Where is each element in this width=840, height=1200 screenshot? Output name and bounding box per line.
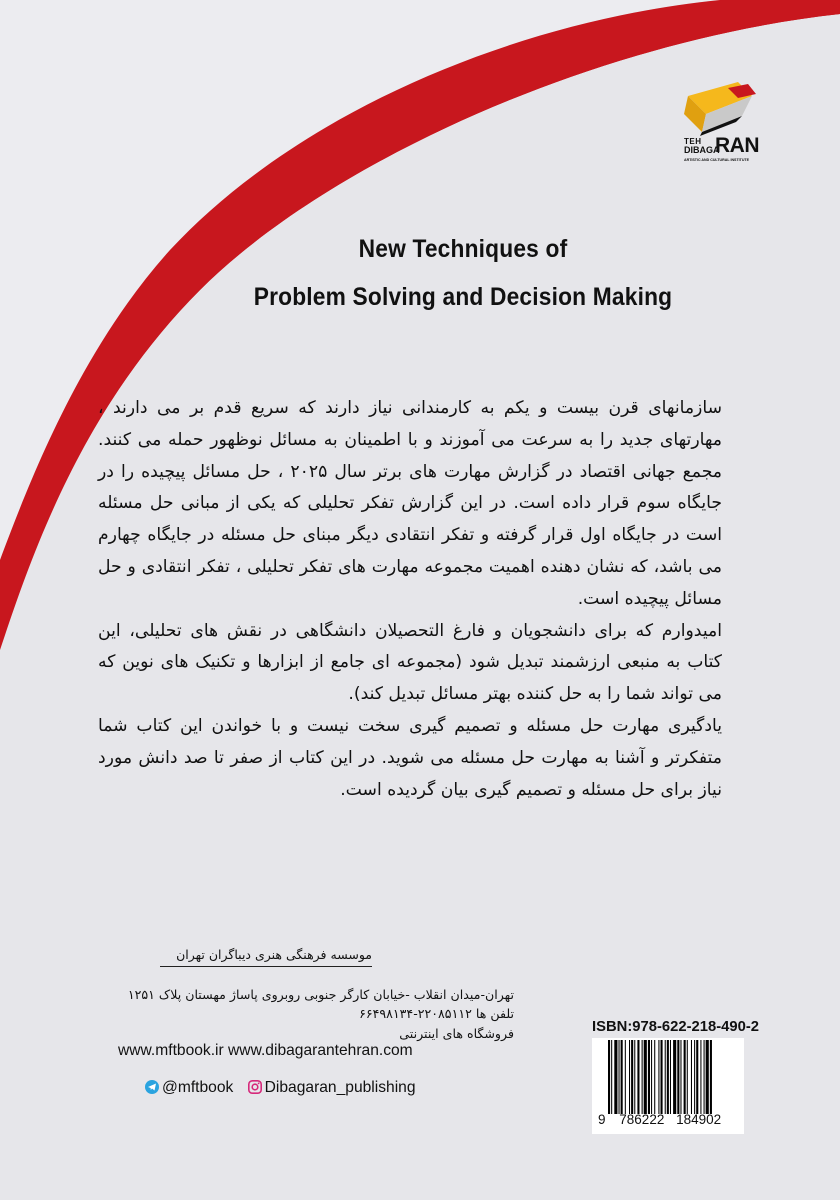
social-links xyxy=(145,1079,416,1097)
barcode-bar xyxy=(637,1040,639,1114)
description-paragraph-2: امیدوارم که برای دانشجویان و فارغ التحصیلان دانشگاهی در نقش های تحلیلی، این کتاب به منبعی ارزشمند تبدیل شود (مجموعه ای جامع از ابزارها و تکنیک های نوین که می تواند شما را به حل کننده بهتر مسائل تبدیل کند). xyxy=(98,620,722,705)
barcode-bar xyxy=(670,1040,671,1114)
barcode-bar xyxy=(687,1040,688,1114)
publisher-name: موسسه فرهنگی هنری دیباگران تهران xyxy=(176,947,372,962)
barcode-bar xyxy=(680,1040,681,1114)
barcode-bar xyxy=(644,1040,647,1114)
barcode-bar xyxy=(608,1040,610,1114)
barcode-bar xyxy=(673,1040,676,1114)
barcode-bar xyxy=(696,1040,698,1114)
barcode-bar xyxy=(654,1040,655,1114)
publisher-address: تهران-میدان انقلاب -خیابان کارگر جنوبی روبروی پاساژ مهستان پلاک ۱۲۵۱ xyxy=(127,987,514,1002)
barcode-bar xyxy=(619,1040,620,1114)
description-text xyxy=(98,393,722,806)
instagram-handle[interactable]: Dibagaran_publishing xyxy=(264,1079,416,1096)
isbn-barcode xyxy=(608,1040,742,1114)
book-title-line1: New Techniques of xyxy=(358,235,568,263)
logo-institute: ARTISTIC AND CULTURAL INSTITUTE xyxy=(684,158,750,162)
barcode-bar xyxy=(667,1040,669,1114)
barcode-bar xyxy=(684,1040,686,1114)
barcode-bar xyxy=(710,1040,712,1114)
website-links[interactable]: www.mftbook.ir www.dibagarantehran.com xyxy=(118,1042,413,1059)
online-stores-label: فروشگاه های اینترنتی xyxy=(399,1025,514,1041)
isbn-label: ISBN:978-622-218-490-2 xyxy=(592,1019,759,1035)
barcode-digits xyxy=(598,1112,721,1127)
publisher-phone: تلفن ها ۲۲۰۸۵۱۱۲-۶۶۴۹۸۱۳۴ xyxy=(359,1006,514,1022)
barcode-bar xyxy=(658,1040,659,1114)
barcode-bar xyxy=(614,1040,617,1114)
barcode-bar xyxy=(700,1040,701,1114)
logo-dibaga: DIBAGA xyxy=(684,145,720,155)
barcode-bar xyxy=(691,1040,692,1114)
logo-teh: TEH xyxy=(684,137,702,146)
barcode-bar xyxy=(625,1040,626,1114)
telegram-handle[interactable]: @mftbook xyxy=(162,1079,234,1096)
description-paragraph-3: یادگیری مهارت حل مسئله و تصمیم گیری سخت نیست و با خواندن این کتاب شما متفکرتر و آشنا به مهارت حل مسئله می شوید. در این کتاب از صفر تا صد دانش مورد نیاز برای حل مسئله و تصمیم گیری بیان گردیده است. xyxy=(98,715,722,800)
barcode-bar xyxy=(651,1040,652,1114)
barcode-bar xyxy=(611,1040,612,1114)
publisher-contact xyxy=(118,985,514,1043)
barcode-bar xyxy=(706,1040,709,1114)
publisher-divider xyxy=(160,966,372,967)
barcode-digits-left: 786222 xyxy=(619,1112,665,1127)
barcode-bar xyxy=(621,1040,623,1114)
barcode-bar xyxy=(634,1040,635,1114)
logo-ran: RAN xyxy=(715,134,759,157)
book-title-line2: Problem Solving and Decision Making xyxy=(253,283,673,311)
barcode-bar xyxy=(704,1040,705,1114)
barcode-bar xyxy=(665,1040,666,1114)
barcode-bar xyxy=(629,1040,630,1114)
barcode-bar xyxy=(642,1040,643,1114)
telegram-icon[interactable] xyxy=(145,1080,159,1094)
barcode-bar xyxy=(631,1040,633,1114)
barcode-bar xyxy=(677,1040,679,1114)
barcode-digits-right: 184902 xyxy=(676,1112,722,1127)
barcode-bar xyxy=(648,1040,650,1114)
barcode-bar xyxy=(661,1040,663,1114)
barcode-bar xyxy=(694,1040,695,1114)
barcode-digit-first: 9 xyxy=(598,1112,606,1127)
instagram-icon[interactable] xyxy=(248,1080,262,1094)
description-paragraph-1: سازمانهای قرن بیست و یکم به کارمندانی نیاز دارند که سریع قدم بر می دارند ، مهارتهای جدید را به سرعت می آموزند و با اطمینان به مسائل نوظهور حمله می کنند. مجمع جهانی اقتصاد در گزارش مهارت های برتر سال ۲۰۲۵ ، حل مسائل پیچیده را در جایگاه سوم قرار داده است. در این گزارش تفکر تحلیلی که یکی از مبانی حل مسئله است در جایگاه اول قرار گرفته و تفکر انتقادی دیگر مبنای حل مسئله در جایگاه چهارم می باشد، که نشان دهنده اهمیت مجموعه مهارت های تفکر تحلیلی ، تفکر انتقادی و حل مسائل پیچیده است. xyxy=(98,398,722,609)
